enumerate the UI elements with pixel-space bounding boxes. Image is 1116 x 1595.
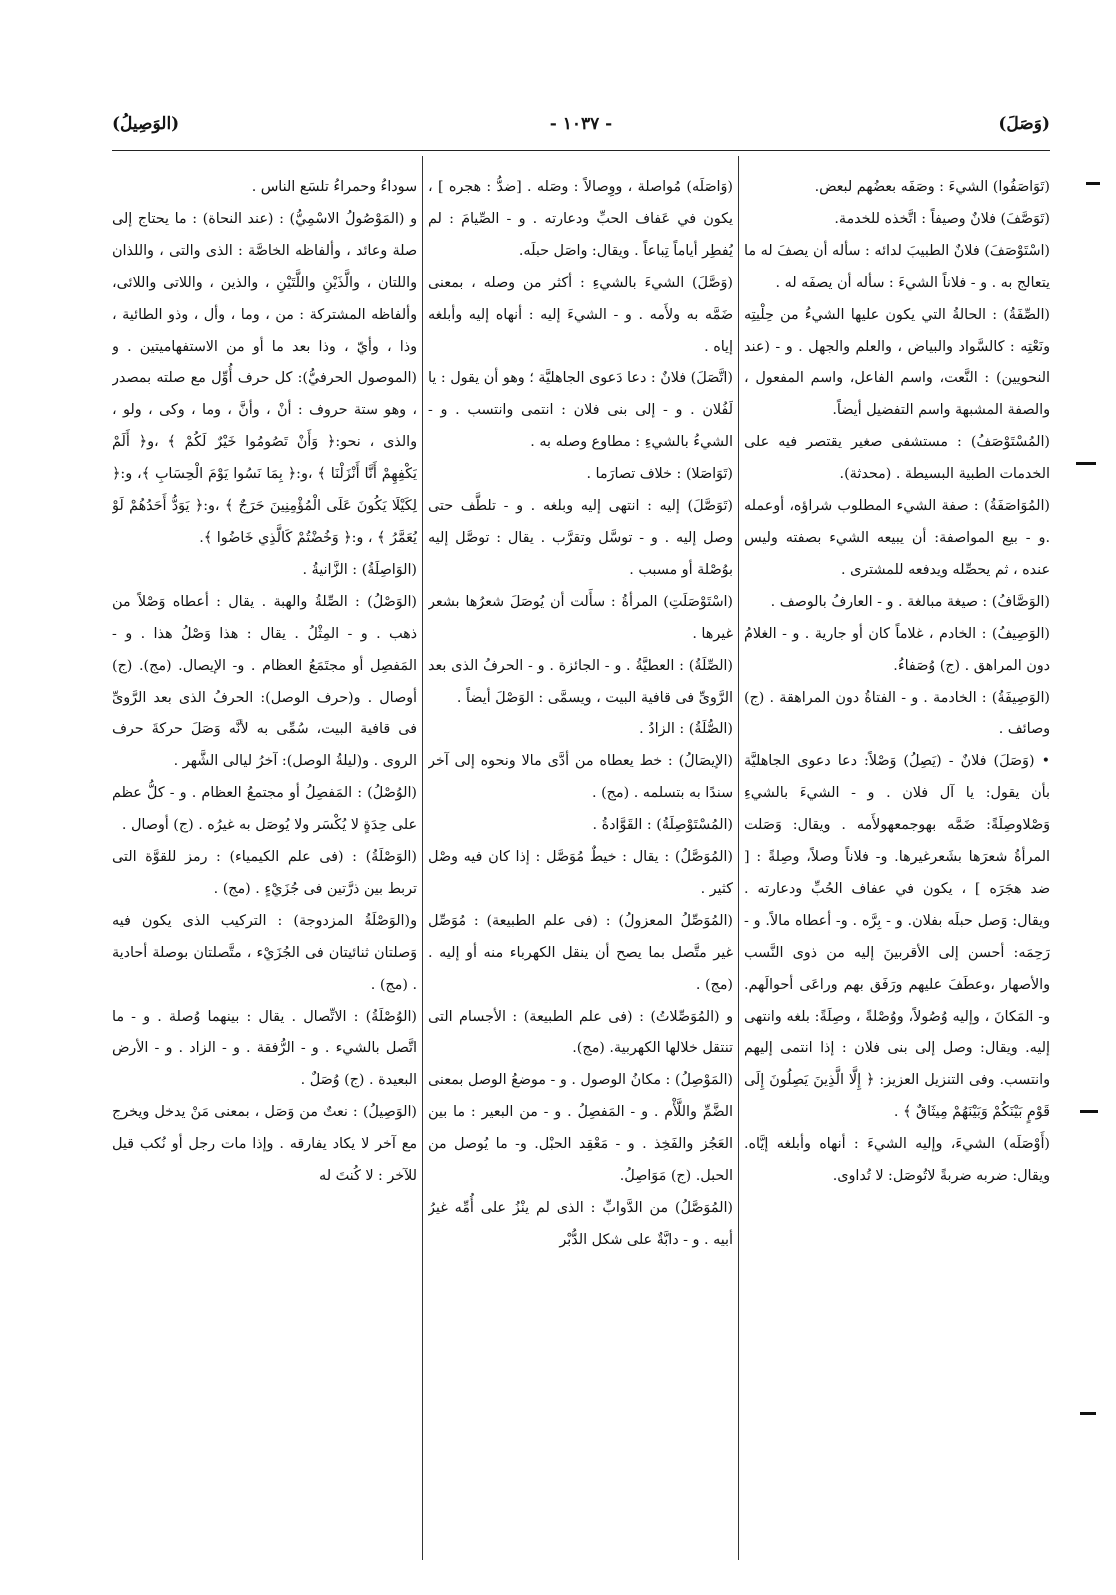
- entry: (الصِّفَةُ) : الحالةُ التي يكون عليها الشيءُ من حِلْيتِه ونَعْتِه : كالسَّواد والبياض ، والعلم والجهل . و - (عند النحويين) : النَّعت، واسم الفاعل، واسم المفعول ، والصفة المشبهة واسم التفضيل أيضاً.: [744, 306, 1050, 419]
- entry: (الوَصَّافُ) : صيغة مبالغة . و - العارفُ بالوصف .: [770, 593, 1050, 610]
- entry: (الصُّلَةُ) : الزادُ .: [639, 721, 733, 738]
- entry: (الوَصِيفَةُ) : الخادمة . و - الفتاةُ دون المراهقة . (ج) وصائف .: [744, 689, 1050, 738]
- column-middle: [428, 172, 733, 1562]
- entry: و (المَوْصُولُ الاسْمِيُّ) : (عند النحاة) : ما يحتاج إلى صلة وعائد ، وألفاظه الخاصَّة : الذى والتى ، واللذان واللتان ، والَّذَيْنِ واللَّتَيْنِ ، والذين ، واللاتى واللائى، وألفاظه المشتركة : من ، وما ، وأل ، وذو الطائية ، وذا ، وأيّ ، وذا بعد ما أو من الاستفهاميتين . و (الموصول الحرفيُّ): كل حرف أُوِّل مع صلته بمصدر ، وهو ستة حروف : أنْ ، وأنَّ ، وما ، وكى ، ولو ، والذى ، نحو:﴿ وَأَنْ تَصُومُوا خَيْرٌ لَكُمْ ﴾ ،و﴿ أَلَمْ يَكْفِهِمْ أَنَّا أَنْزَلْنَا ﴾ ،و:﴿ بِمَا نَسُوا يَوْمَ الْحِسَابِ ﴾، و:﴿ لِكَيْلَا يَكُونَ عَلَى الْمُؤْمِنِينَ حَرَجٌ ﴾ ،و:﴿ يَوَدُّ أَحَدُهُمْ لَوْ يُعَمَّرُ ﴾ ، و:﴿ وَخُضْتُمْ كَالَّذِي خَاضُوا ﴾.: [112, 210, 417, 546]
- entry: (تَوَصَّلَ) إليه : انتهى إليه وبلغه . و - تلطَّف حتى وصل إليه . و - توسَّل وتقرَّب . يقال : توصَّل إليه بوُصْلة أو مسبب .: [428, 498, 733, 578]
- column-divider: [738, 156, 739, 1560]
- entry: • (وَصَلَ) فلانٌ - (يَصِلُ) وَصْلاً: دعا دعوى الجاهليَّة بأن يقول: يا آل فلان . و - الشيءَ بالشيءِ وَصْلاوصِلَةً: ضَمَّه بهوجمعهولأَمه . ويقال: وَصَلت المرأةُ شعرَها بشَعرغيرها. و- فلاناً وصلاً، وصِلةً : [ ضد هجَرَه ] ، يكون في عفاف الحُبِّ ودعارته . ويقال: وَصل حبلَه بفلان. و - بِرَّه . و- أعطاه مالاً. و - رَحِمَه: أحسن إلى الأقربينَ إليه من ذوى النَّسب والأصهار ،وعطَفَ عليهم ورَفَق بهم وراعَى أحوالَهم. و- المَكانَ ، وإليه وُصُولاً، ووُصْلةً ، وصِلَةً: بلغه وانتهى إليه. ويقال: وصل إلى بنى فلان : إذا انتمى إليهم وانتسب. وفى التنزيل العزيز: ﴿ إِلَّا الَّذِينَ يَصِلُونَ إِلَى قَوْمٍ بَيْنَكُمْ وَبَيْنَهُمْ مِيثَاقٌ ﴾ .: [744, 753, 1050, 1121]
- entry: (أَوْصَلَه) الشيءَ، وإليه الشيءَ : أنهاه وأبلغه إيَّاه. ويقال: ضربه ضربةً لاتُوصَل: لا تُداوى.: [744, 1136, 1050, 1185]
- page-number: - ١٠٣٧ -: [549, 114, 613, 134]
- entry: (الوَصْلُ) : الصِّلةُ والهبة . يقال : أعطاه وَصْلاً من ذهب . و - المِثْلُ . يقال : هذا وَصْلُ هذا . و - المَفصِل أو مجتَمَعُ العظام . و- الإيصال. (مج). (ج) أوصال . و(حرف الوصل): الحرفُ الذى بعد الرَّوىِّ فى قافية البيت، سُمِّى به لأنَّه وَصَلَ حركةَ حرف الروى . و(ليلةُ الوصل): آخرُ ليالى الشَّهر .: [112, 593, 417, 770]
- entry: (الصِّلَةُ) : العطيَّةُ . و - الجائزة . و - الحرفُ الذى بعد الرَّوىِّ فى قافية البيت ، ويسمَّى : الوَصْلَ أيضاً .: [428, 657, 733, 706]
- entry: (تَوَاصَلا) : خلاف تصارَما .: [586, 466, 733, 483]
- entry: (المُوَاصَفَةُ) : صفة الشيء المطلوب شراؤه، أوعمله .و - بيع المواصفة: أن يبيعه الشيء بصفته وليس عنده ، ثم يحصِّله ويدفعه للمشترى .: [744, 498, 1050, 578]
- entry: (اتَّصَلَ) فلانٌ : دعا دَعوى الجاهليَّة ؛ وهو أن يقول : يا لَفُلان . و - إلى بنى فلان : انتمى وانتسب . و - الشيءُ بالشيءِ : مطاوع وصله به .: [428, 370, 733, 451]
- entry: (الوَصِيفُ) : الخادم ، غلاماً كان أو جارية . و - الغلامُ دون المراهق . (ج) وُصَفاءُ.: [744, 625, 1050, 674]
- column-right: [744, 172, 1050, 1562]
- entry: (المُوَصَّلُ) من الدَّوابِّ : الذى لم ينْزُ على أُمِّه غيرُ أبيه . و - دابَّةٌ على شكل الدُّبْر: [428, 1200, 733, 1248]
- entry: (وَصَّلَ) الشيءَ بالشيءِ : أكثر من وصله ، بمعنى ضَمَّه به ولأَمه . و - الشيءَ إليه : أنهاه إليه وأبلغه إياه .: [428, 274, 733, 355]
- entry: (اسْتَوْصَلَتِ) المرأةُ : سأَلت أن يُوصَلَ شعرُها بشعر غيرها .: [428, 593, 733, 642]
- entry: (الإيصَالُ) : خط يعطاه من أدَّى مالا ونحوه إلى آخر سندًا به بتسلمه . (مج) .: [428, 753, 733, 802]
- entry: (المَوْصِلُ) : مكانُ الوصول . و - موضعُ الوصل بمعنى الضَّمِّ واللَّأْم . و - المَفصِلُ . و - من البعير : ما بين العَجُز والفَخِذ . و - مَعْقِد الحبْل. و- ما يُوصل من الحبل. (ج) مَوَاصِلُ.: [428, 1072, 733, 1185]
- header-rule: [112, 150, 1050, 151]
- entry: (المُوَصَّلُ) : يقال : خيطٌ مُوَصَّل : إذا كان فيه وصْل كثير .: [428, 849, 733, 897]
- header-first-entry: (وَصَلَ): [998, 114, 1050, 134]
- margin-mark: [1086, 182, 1100, 185]
- entry: (الوَاصِلَةُ) : الزَّانيةُ .: [302, 561, 417, 578]
- entry: (المُسْتَوْصِلَةُ) : القَوَّادةُ .: [592, 817, 733, 834]
- column-left: [112, 172, 417, 1562]
- column-divider: [422, 156, 423, 1560]
- page-header: [112, 114, 1050, 144]
- entry: سوداءُ وحمراءُ تلسَع الناس .: [251, 179, 417, 195]
- margin-mark: [1080, 1110, 1098, 1113]
- entry: و(الوَصْلَةُ المزدوجة) : التركيب الذى يكون فيه وَصلتان ثنائيتان فى الجُزَيْء ، متَّصلتان بوصلة أحادية . (مج) .: [112, 912, 417, 993]
- entry: (اسْتَوْصَفَ) فلانٌ الطبيبَ لدائه : سأله أن يصفَ له ما يتعالج به . و - فلاناً الشيءَ : سأله أن يصفَه له .: [744, 242, 1050, 291]
- entry: (الوَصِيلُ) : نعتٌ من وَصَل ، بمعنى مَنْ يدخل ويخرج مع آخر لا يكاد يفارقه . وإذا مات رجل أو نُكب قيل للآخر : لا كُنتَ له: [112, 1104, 417, 1185]
- entry: (الوُصْلَةُ) : الاتِّصال . يقال : بينهما وُصلة . و - ما اتَّصل بالشيء . و - الرُّفقة . و - الزاد . و - الأرض البعيدة . (ج) وُصَلٌ .: [112, 1008, 417, 1089]
- entry: (تَوَصَّفَ) فلانٌ وصيفاً : اتَّخذه للخدمة.: [834, 210, 1050, 227]
- entry: (تَوَاصَفُوا) الشيءَ : وصَفَه بعضُهم لبعض.: [814, 179, 1050, 195]
- entry: (المُوَصِّلُ المعزولُ) : (فى علم الطبيعة) : مُوَصِّل غير متَّصل بما يصح أن ينقل الكهرباء منه أو إليه . (مج) .: [428, 912, 733, 993]
- entry: (المُسْتَوْصَفُ) : مستشفى صغير يقتصر فيه على الخدمات الطبية البسيطة . (محدثة).: [744, 434, 1050, 483]
- entry: (الوُصْلُ) : المَفصِلُ أو مجتمعُ العظام . و - كلُّ عظم على حِدَةٍ لا يُكْسَر ولا يُوصَل به غيرُه . (ج) أوصال .: [112, 785, 417, 834]
- entry: (الوَصْلَةُ) : (فى علم الكيمياء) : رمز للقوَّة التى تربط بين ذرَّتين فى جُزَيْءٍ . (مج) .: [112, 849, 417, 897]
- margin-mark: [1076, 462, 1096, 465]
- margin-mark: [1080, 1412, 1096, 1415]
- entry: و (المُوَصِّلاتُ) : (فى علم الطبيعة) : الأجسام التى تنتقل خلالها الكهربية. (مج).: [428, 1008, 733, 1057]
- header-last-entry: (الوَصِيلُ): [112, 114, 180, 134]
- entry: (وَاصَلَه) مُواصلة ، ووِصالاً : وصَله . [ضدُّ : هجره ] ، يكون في عَفاف الحبِّ ودعارته . و - الصِّيامَ : لم يُفطِر أياماً تِباعاً . ويقال: واصَل حبلَه.: [428, 179, 733, 259]
